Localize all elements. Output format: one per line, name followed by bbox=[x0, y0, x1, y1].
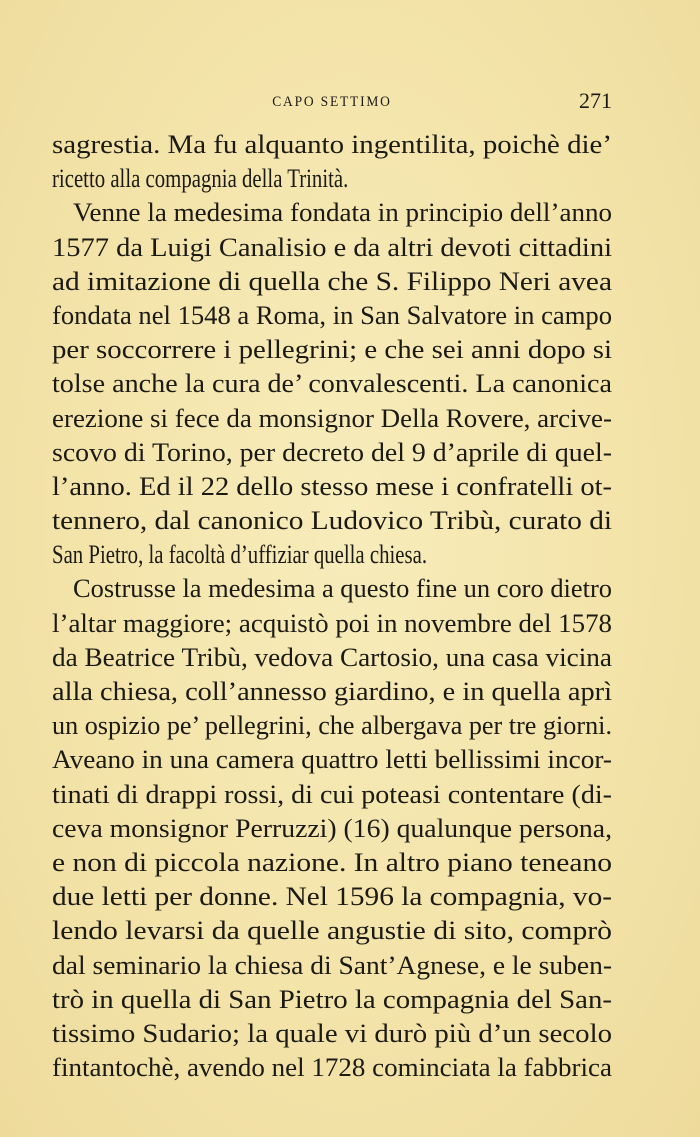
text-line: l’anno. Ed il 22 dello stesso mese i confratelli ot- bbox=[52, 471, 612, 501]
text-line: sagrestia. Ma fu alquanto ingentilita, poichè die’ bbox=[52, 130, 612, 159]
text-line: tennero, dal canonico Ludovico Tribù, curato di bbox=[52, 506, 612, 536]
chapter-title: CAPO SETTIMO bbox=[272, 94, 392, 110]
text-line: e non di piccola nazione. In altro piano teneano bbox=[52, 847, 612, 877]
text-line: fintantochè, avendo nel 1728 cominciata la fabbrica bbox=[52, 1053, 612, 1083]
text-line: ricetto alla compagnia della Trinità. bbox=[52, 164, 349, 194]
text-line: alla chiesa, coll’annesso giardino, e in quella aprì bbox=[52, 677, 612, 706]
text-line: tinati di drappi rossi, di cui poteasi contentare (di- bbox=[52, 779, 612, 809]
text-line: per soccorrere i pellegrini; e che sei anni dopo si bbox=[52, 335, 612, 365]
text-line: Aveano in una camera quattro letti bellissimi incor- bbox=[52, 745, 612, 775]
paragraph-start-line: Venne la medesima fondata in principio dell’anno bbox=[73, 198, 612, 228]
paragraph-start-line: Costrusse la medesima a questo fine un coro dietro bbox=[73, 574, 612, 604]
text-line: tolse anche la cura de’ convalescenti. La canonica bbox=[52, 369, 612, 399]
text-line: tissimo Sudario; la quale vi durò più d’un secolo bbox=[52, 1018, 612, 1048]
text-line: 1577 da Luigi Canalisio e da altri devoti cittadini bbox=[52, 232, 612, 262]
text-line: l’altar maggiore; acquistò poi in novembre del 1578 bbox=[52, 608, 612, 638]
text-line: dal seminario la chiesa di Sant’Agnese, e le suben- bbox=[52, 950, 612, 980]
page-number: 271 bbox=[579, 88, 612, 113]
text-line: un ospizio pe’ pellegrini, che albergava per tre giorni. bbox=[52, 711, 612, 741]
text-line: lendo levarsi da quelle angustie di sito, comprò bbox=[52, 916, 612, 946]
text-line: trò in quella di San Pietro la compagnia del San- bbox=[52, 984, 612, 1014]
body-text bbox=[52, 128, 612, 1085]
text-line: ad imitazione di quella che S. Filippo Neri avea bbox=[52, 266, 612, 296]
text-line: ceva monsignor Perruzzi) (16) qualunque persona, bbox=[52, 813, 612, 843]
text-line: scovo di Torino, per decreto del 9 d’aprile di quel- bbox=[52, 437, 612, 467]
text-line: erezione si fece da monsignor Della Rovere, arcive- bbox=[52, 403, 612, 433]
text-line: da Beatrice Tribù, vedova Cartosio, una casa vicina bbox=[52, 642, 612, 672]
text-line: due letti per donne. Nel 1596 la compagnia, vo- bbox=[52, 882, 612, 912]
running-header bbox=[52, 88, 612, 118]
text-line: fondata nel 1548 a Roma, in San Salvatore in campo bbox=[52, 300, 612, 330]
text-line: San Pietro, la facoltà d’uffiziar quella chiesa. bbox=[52, 540, 428, 570]
